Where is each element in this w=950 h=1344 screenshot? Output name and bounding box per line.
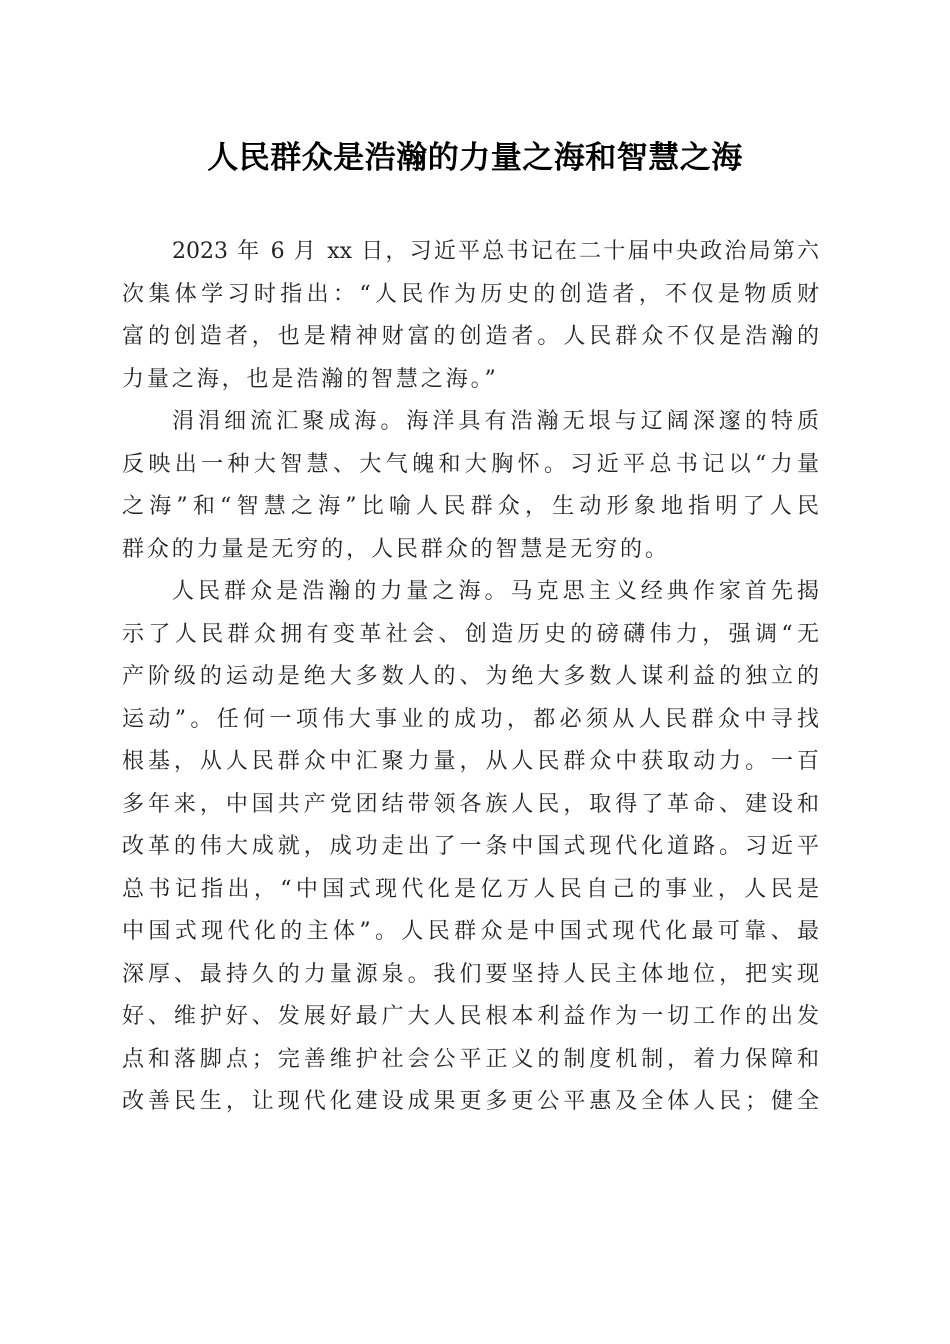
text-line: 改善民生，让现代化建设成果更多更公平惠及全体人民；健全 <box>122 1089 819 1114</box>
text-line: 之海”和“智慧之海”比喻人民群众，生动形象地指明了人民 <box>122 494 819 519</box>
paragraph <box>122 571 819 1124</box>
text-line: 示了人民群众拥有变革社会、创造历史的磅礴伟力，强调“无 <box>122 621 819 647</box>
text-line: 次集体学习时指出：“人民作为历史的创造者，不仅是物质财 <box>122 281 819 307</box>
document-title: 人民群众是浩瀚的力量之海和智慧之海 <box>207 140 743 176</box>
text-line: 根基，从人民群众中汇聚力量，从人民群众中获取动力。一百 <box>122 749 819 774</box>
text-line: 群众的力量是无穷的，人民群众的智慧是无穷的。 <box>122 536 670 562</box>
text-line: 改革的伟大成就，成功走出了一条中国式现代化道路。习近平 <box>122 834 819 859</box>
text-line: 点和落脚点；完善维护社会公平正义的制度机制，着力保障和 <box>122 1046 819 1072</box>
text-line: 力量之海，也是浩瀚的智慧之海。” <box>122 366 499 392</box>
text-line: 涓涓细流汇聚成海。海洋具有浩瀚无垠与辽阔深邃的特质 <box>172 409 819 434</box>
text-line: 产阶级的运动是绝大多数人的、为绝大多数人谋利益的独立的 <box>122 664 819 689</box>
document-body <box>122 231 819 1124</box>
paragraph <box>122 401 819 571</box>
text-line: 总书记指出，“中国式现代化是亿万人民自己的事业，人民是 <box>122 876 819 902</box>
text-line: 富的创造者，也是精神财富的创造者。人民群众不仅是浩瀚的 <box>122 324 819 349</box>
text-line: 反映出一种大智慧、大气魄和大胸怀。习近平总书记以“力量 <box>122 451 819 477</box>
text-line: 2023 年 6 月 xx 日，习近平总书记在二十届中央政治局第六 <box>172 239 819 264</box>
text-line: 中国式现代化的主体”。人民群众是中国式现代化最可靠、最 <box>122 919 819 944</box>
text-line: 好、维护好、发展好最广大人民根本利益作为一切工作的出发 <box>122 1004 819 1029</box>
paragraph <box>122 231 819 401</box>
text-line: 多年来，中国共产党团结带领各族人民，取得了革命、建设和 <box>122 791 819 817</box>
text-line: 人民群众是浩瀚的力量之海。马克思主义经典作家首先揭 <box>172 579 819 604</box>
text-line: 深厚、最持久的力量源泉。我们要坚持人民主体地位，把实现 <box>122 961 819 987</box>
text-line: 运动”。任何一项伟大事业的成功，都必须从人民群众中寻找 <box>122 706 819 732</box>
